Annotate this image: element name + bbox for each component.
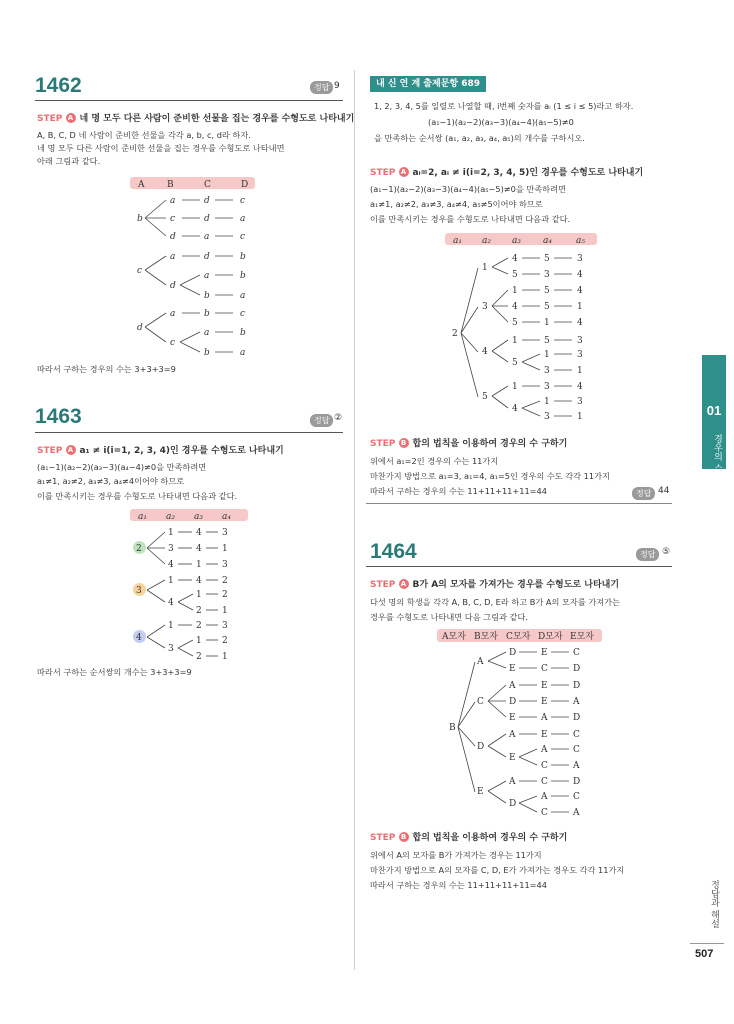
text-line: (a₁−1)(a₂−2)(a₃−3)(a₄−4)(a₅−5)≠0을 만족하려면	[370, 184, 566, 194]
column-header: D	[241, 180, 249, 190]
column-header: B모자	[474, 632, 499, 642]
tree-branch	[458, 662, 475, 792]
text-line: 아래 그림과 같다.	[37, 156, 101, 166]
tree-node: 4	[577, 382, 583, 392]
answer-badge: 정답	[310, 414, 333, 427]
tree-node: 5	[544, 302, 550, 312]
text-line: 을 만족하는 순서쌍 (a₁, a₂, a₃, a₄, a₅)의 개수를 구하시오.	[374, 133, 585, 143]
tree-node: a	[204, 232, 210, 242]
tree-node: D	[573, 664, 581, 674]
text-line: 따라서 구하는 경우의 수는 11+11+11+11=44	[370, 486, 547, 496]
tree-node: 2	[222, 576, 228, 586]
tree-node: D	[509, 799, 517, 809]
text-line: (a₁−1)(a₂−2)(a₃−3)(a₄−4)(a₅−5)≠0	[428, 117, 574, 127]
tree-node: A	[541, 713, 548, 723]
tree-node: 1	[222, 652, 228, 662]
text-line: 이를 만족시키는 경우를 수형도로 나타내면 다음과 같다.	[370, 214, 571, 224]
problem-number-1463: 1463	[35, 405, 82, 428]
chapter-title: 경우의 수	[712, 434, 722, 473]
tree-node: a	[240, 214, 246, 224]
tree-node: d	[204, 196, 210, 206]
tree-node: a	[170, 309, 176, 319]
tree-node: 4	[196, 528, 202, 538]
tree-node: 4	[482, 347, 488, 357]
tree-node: b	[204, 309, 210, 319]
tree-node: 1	[544, 350, 550, 360]
tree-node: 3	[577, 254, 583, 264]
tree-node: D	[509, 648, 517, 658]
answer-value: ②	[334, 413, 343, 423]
tree-node: 1	[168, 576, 174, 586]
tree-node: C	[477, 697, 484, 707]
conclusion-text: 따라서 구하는 순서쌍의 개수는 3+3+3=9	[37, 667, 192, 677]
tree-node: d	[204, 214, 210, 224]
tree-node: a	[204, 328, 210, 338]
tree-node: 1	[512, 382, 518, 392]
tree-node: b	[240, 328, 246, 338]
tree-node: 4	[168, 560, 174, 570]
tree-node: 3	[482, 302, 488, 312]
tree-node: 2	[222, 590, 228, 600]
column-header: C	[204, 180, 211, 190]
tree-node: 4	[196, 544, 202, 554]
tree-node: 4	[577, 286, 583, 296]
tree-node: 2	[196, 606, 202, 616]
step-a-heading: STEP A a₁ ≠ i(i=1, 2, 3, 4)인 경우를 수형도로 나타내기	[37, 446, 284, 456]
tree-node: E	[541, 697, 548, 707]
tree-node: 4	[577, 318, 583, 328]
tree-node: 3	[168, 644, 174, 654]
answer-badge: 정답	[632, 487, 655, 500]
column-header: a₂	[482, 236, 491, 246]
answer-badge: 정답	[636, 548, 659, 561]
tree-branch	[488, 781, 506, 803]
text-line: A, B, C, D 네 사람이 준비한 선물을 각각 a, b, c, d라 하자.	[37, 130, 251, 140]
tree-node: c	[240, 232, 246, 242]
tree-node: c	[240, 196, 246, 206]
tree-node: 1	[577, 412, 583, 422]
tree-node: 4	[512, 302, 518, 312]
tree-node: d	[170, 281, 176, 291]
tree-node: B	[449, 723, 456, 733]
column-header: E모자	[570, 632, 594, 642]
tree-node: C	[573, 730, 580, 740]
tree-node: 3	[222, 560, 228, 570]
tree-node: A	[573, 808, 580, 818]
tree-branch	[488, 652, 506, 668]
text-line: 이를 만족시키는 경우를 수형도로 나타내면 다음과 같다.	[37, 491, 238, 501]
tree-node: b	[204, 291, 210, 301]
tree-node: 2	[196, 652, 202, 662]
tree-node: 3	[577, 397, 583, 407]
page-divider	[690, 943, 724, 944]
tree-node: A	[541, 792, 548, 802]
text-line: 경우를 수형도로 나타내면 다음 그림과 같다.	[370, 612, 528, 622]
tree-node: 5	[544, 336, 550, 346]
answer-value: ⑤	[662, 547, 671, 557]
tree-node: 5	[512, 358, 518, 368]
text-line: a₁≠1, a₂≠2, a₃≠3, a₄≠4, a₅≠5이어야 하므로	[370, 199, 543, 209]
tree-node: E	[509, 753, 516, 763]
tree-node: D	[573, 777, 581, 787]
tree-node: 3	[222, 621, 228, 631]
tree-branch	[519, 749, 537, 765]
tree-node: 1	[196, 560, 202, 570]
conclusion-text: 따라서 구하는 경우의 수는 3+3+3=9	[37, 364, 176, 374]
tree-branch	[488, 685, 506, 717]
tree-node: 1	[196, 590, 202, 600]
column-header: a₂	[166, 512, 175, 522]
step-a-heading: STEP A B가 A의 모자를 가져가는 경우를 수형도로 나타내기	[370, 580, 620, 590]
text-line: 다섯 명의 학생을 각각 A, B, C, D, E라 하고 B가 A의 모자를 가져가는	[370, 597, 620, 607]
tree-node: b	[240, 252, 246, 262]
tree-node: a	[170, 252, 176, 262]
tree-node: a	[240, 348, 246, 358]
problem-number-1464: 1464	[370, 540, 417, 563]
step-a-heading: STEP A 네 명 모두 다른 사람이 준비한 선물을 집는 경우를 수형도로 나타내기	[37, 114, 355, 124]
tree-node: A	[573, 697, 580, 707]
tree-node: 1	[544, 318, 550, 328]
text-line: 1, 2, 3, 4, 5를 일렬로 나열할 때, i번째 숫자를 aᵢ (1 ≤ i ≤ 5)라고 하자.	[374, 101, 634, 111]
tree-node: D	[509, 697, 517, 707]
tree-node: 3	[577, 350, 583, 360]
column-header: a₁	[138, 512, 147, 522]
text-line: 마찬가지 방법으로 A의 모자를 C, D, E가 가져가는 경우도 각각 11가지	[370, 865, 625, 875]
tree-node: D	[573, 681, 581, 691]
tree-branch	[519, 796, 537, 812]
text-line: (a₁−1)(a₂−2)(a₃−3)(a₄−4)≠0을 만족하려면	[37, 462, 207, 472]
tree-node: 1	[196, 636, 202, 646]
tree-node: c	[170, 338, 176, 348]
tree-node: 3	[544, 382, 550, 392]
tree-node: 1	[222, 544, 228, 554]
tree-node: 2	[222, 636, 228, 646]
tree-node: 4	[512, 254, 518, 264]
tree-node: 1	[512, 286, 518, 296]
text-line: 네 명 모두 다른 사람이 준비한 선물을 집는 경우를 수형도로 나타내면	[37, 143, 285, 153]
tree-node: E	[477, 787, 484, 797]
tree-node: 3	[168, 544, 174, 554]
tree-node: 5	[512, 270, 518, 280]
tree-node: c	[240, 309, 246, 319]
tree-branch	[488, 734, 506, 757]
tree-node: 3	[544, 366, 550, 376]
text-line: 마찬가지 방법으로 a₁=3, a₁=4, a₁=5인 경우의 수도 각각 11가지	[370, 471, 610, 481]
tree-node: 1	[577, 302, 583, 312]
tree-node: E	[509, 713, 516, 723]
tree-node: A	[509, 777, 516, 787]
tree-node: A	[477, 657, 484, 667]
tree-node: C	[573, 792, 580, 802]
tree-node: d	[137, 323, 143, 333]
tree-node: 1	[544, 397, 550, 407]
tree-node: 2	[196, 621, 202, 631]
tree-node: a	[240, 291, 246, 301]
column-header: D모자	[538, 632, 563, 642]
tree-node: E	[509, 664, 516, 674]
column-header: A모자	[442, 632, 466, 642]
tree-node: 1	[168, 528, 174, 538]
tree-node: 4	[577, 270, 583, 280]
tree-node: E	[541, 730, 548, 740]
section-label: 정답과 해설	[709, 880, 719, 928]
column-header: a₃	[194, 512, 203, 522]
tree-node: E	[541, 648, 548, 658]
tree-node: A	[573, 761, 580, 771]
tree-node: 4	[512, 404, 518, 414]
tree-node: d	[170, 232, 176, 242]
column-header: C모자	[506, 632, 531, 642]
step-b-heading: STEP B 합의 법칙을 이용하여 경우의 수 구하기	[370, 833, 568, 843]
tree-node: C	[573, 745, 580, 755]
tree-node: C	[541, 664, 548, 674]
tree-node: A	[509, 681, 516, 691]
tree-node: D	[573, 713, 581, 723]
tree-node: C	[541, 761, 548, 771]
tree-node: 5	[512, 318, 518, 328]
column-header: a₄	[543, 236, 552, 246]
tree-node: 1	[482, 263, 488, 273]
answer-value: 9	[334, 81, 340, 91]
tree-node: c	[170, 214, 176, 224]
tree-node: 4	[168, 598, 174, 608]
tree-node: E	[541, 681, 548, 691]
tree-node: 1	[512, 336, 518, 346]
tree-node: C	[541, 777, 548, 787]
tree-node: 5	[544, 286, 550, 296]
answer-value: 44	[658, 486, 670, 496]
column-header: a₄	[222, 512, 231, 522]
tree-node: b	[204, 348, 210, 358]
tree-node: 2	[136, 544, 142, 554]
tree-node: A	[541, 745, 548, 755]
tree-node: D	[477, 742, 485, 752]
page-number: 507	[695, 948, 714, 960]
text-line: 따라서 구하는 경우의 수는 11+11+11+11=44	[370, 880, 547, 890]
tree-node: C	[541, 808, 548, 818]
answer-badge: 정답	[310, 81, 333, 94]
tree-node: 3	[544, 270, 550, 280]
chapter-number: 01	[706, 403, 722, 418]
column-header: a₃	[512, 236, 521, 246]
tree-node: 3	[136, 586, 142, 596]
tree-node: 1	[222, 606, 228, 616]
tree-node: a	[170, 196, 176, 206]
text-line: a₁≠1, a₂≠2, a₃≠3, a₄≠4이어야 하므로	[37, 476, 185, 486]
step-a-heading: STEP A aᵢ=2, aᵢ ≠ i(i=2, 3, 4, 5)인 경우를 수형도로 나타내기	[370, 168, 644, 178]
tree-node: 4	[136, 633, 142, 643]
tree-node: c	[137, 266, 143, 276]
tree-node: 3	[544, 412, 550, 422]
text-line: 위에서 A의 모자를 B가 가져가는 경우는 11가지	[370, 850, 542, 860]
tree-node: 1	[577, 366, 583, 376]
step-b-heading: STEP B 합의 법칙을 이용하여 경우의 수 구하기	[370, 439, 568, 449]
tree-node: C	[573, 648, 580, 658]
column-header: a₅	[576, 236, 585, 246]
text-line: 위에서 a₁=2인 경우의 수는 11가지	[370, 456, 499, 466]
tree-node: 1	[168, 621, 174, 631]
tree-node: 5	[482, 392, 488, 402]
tree-node: 4	[196, 576, 202, 586]
tree-node: b	[240, 271, 246, 281]
column-header: A	[138, 180, 145, 190]
tree-node: 3	[222, 528, 228, 538]
problem-number-1462: 1462	[35, 74, 82, 97]
linked-problem-label: 내 신 연 계 출제문항 689	[370, 76, 486, 92]
tree-node: b	[137, 214, 143, 224]
column-header: B	[167, 180, 174, 190]
tree-node: d	[204, 252, 210, 262]
tree-node: 2	[452, 329, 458, 339]
tree-node: A	[509, 730, 516, 740]
tree-node: 5	[544, 254, 550, 264]
tree-node: a	[204, 271, 210, 281]
column-header: a₁	[453, 236, 462, 246]
tree-node: 3	[577, 336, 583, 346]
